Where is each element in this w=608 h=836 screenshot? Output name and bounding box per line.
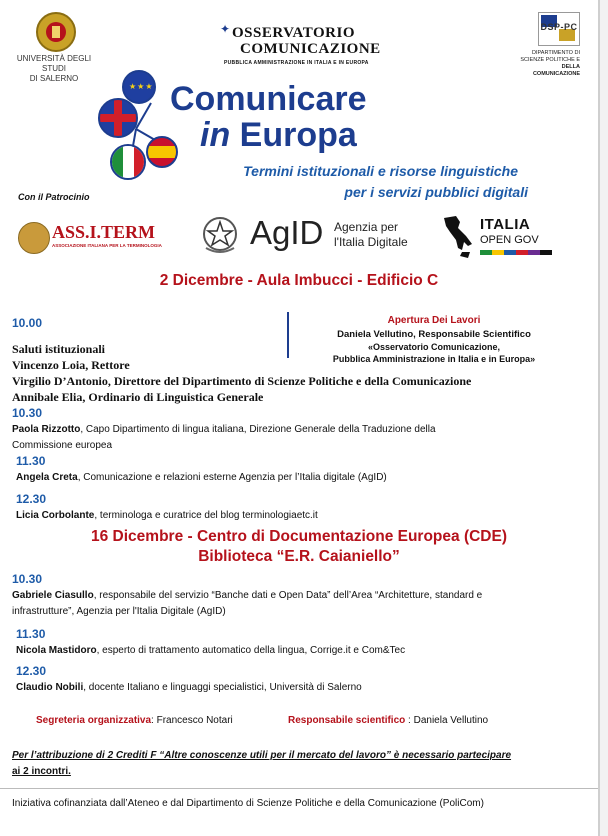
speaker-corbolante-name: Licia Corbolante [16, 510, 95, 521]
department-emblem [538, 12, 580, 46]
secretariat-value: : Francesco Notari [151, 715, 233, 726]
speaker-mastidoro-role: , esperto di trattamento automatico della lingua, Corrige.it e Com&Tec [96, 645, 406, 656]
subtitle-line1: Termini istituzionali e risorse linguistiche [243, 163, 518, 179]
day2-time-1030: 10.30 [12, 572, 43, 586]
speaker-mastidoro [16, 643, 405, 658]
opening-line2: «Osservatorio Comunicazione, [367, 342, 501, 352]
observatory-logo [218, 18, 388, 68]
title-word-comunicare: Comunicare [170, 80, 367, 118]
title-line-in-europa [200, 118, 357, 152]
assiterm-name: ASS.I.TERM [52, 222, 156, 242]
speaker-ciasullo-role-cont: infrastrutture”, Agenzia per l'Italia Digitale (AgID) [12, 606, 226, 617]
observatory-star-icon: ✦ [220, 22, 231, 36]
day1-time-1130: 11.30 [16, 454, 46, 468]
department-name-line1: DIPARTIMENTO DI [532, 50, 580, 56]
day2-heading-line2: Biblioteca “E.R. Caianiello” [198, 548, 400, 565]
speaker-rizzotto-role: , Capo Dipartimento di lingua italiana, Direzione Generale della Traduzione della [80, 424, 436, 435]
opening-line3: Pubblica Amministrazione in Italia e in Europa» [332, 354, 536, 364]
speaker-creta-role: , Comunicazione e relazioni esterne Agenzia per l’Italia digitale (AgID) [77, 472, 387, 483]
speaker-elia: Annibale Elia, Ordinario di Linguistica Generale [12, 390, 264, 404]
title-word-europa: Europa [239, 116, 357, 154]
credits-note-line1: Per l’attribuzione di 2 Crediti F “Altre conoscenze utili per il mercato del lavoro” è necessario partecipare [12, 750, 512, 761]
observatory-title-line1: OSSERVATORIO [232, 25, 356, 41]
university-name-line2: DI SALERNO [29, 74, 79, 83]
day2-time-1230: 12.30 [16, 664, 47, 678]
opening-title: Apertura Dei Lavori [387, 315, 481, 326]
italia-open-gov-logo [440, 214, 570, 260]
italia-line2: OPEN GOV [480, 234, 539, 246]
university-logo [6, 12, 102, 83]
patronage-label: Con il Patrocinio [18, 192, 90, 202]
department-letters: DSP-PC [540, 22, 578, 32]
credits-note-line2: ai 2 incontri. [12, 766, 71, 777]
saluti-istituzionali: Saluti istituzionali [12, 342, 106, 356]
subtitle-line2: per i servizi pubblici digitali [344, 184, 528, 200]
speaker-ciasullo-role: , responsabile del servizio “Banche dati e Open Data” dell’Area “Architetture, standard e [93, 590, 483, 601]
speaker-creta [16, 470, 387, 485]
speaker-nobili-name: Claudio Nobili [16, 682, 84, 693]
speaker-nobili [16, 680, 362, 695]
italia-color-bar [480, 250, 552, 255]
agid-line2: l'Italia Digitale [334, 235, 408, 249]
opening-line1: Daniela Vellutino, Responsabile Scientifico [337, 329, 531, 340]
scientific-lead-label: Responsabile scientifico [288, 715, 406, 726]
opening-divider [287, 312, 289, 358]
footer-divider [0, 788, 598, 789]
speaker-nobili-role: , docente Italiano e linguaggi specialistici, Università di Salerno [83, 682, 362, 693]
uk-flag-icon [98, 98, 138, 138]
scientific-lead-line [288, 713, 488, 728]
university-seal-icon [36, 12, 76, 52]
university-name-line1: UNIVERSITÀ DEGLI STUDI [16, 54, 92, 73]
day1-time-1230: 12.30 [16, 492, 47, 506]
title-word-in: in [200, 116, 231, 154]
speaker-ciasullo-name: Gabriele Ciasullo [12, 590, 94, 601]
assiterm-emblem-icon [18, 222, 50, 254]
department-name-line3: DELLA COMUNICAZIONE [532, 64, 580, 77]
speaker-mastidoro-name: Nicola Mastidoro [16, 645, 97, 656]
eu-flag-icon: ★★★ [122, 70, 156, 104]
department-logo [518, 12, 584, 78]
italy-map-icon [440, 214, 476, 265]
assiterm-tagline: ASSOCIAZIONE ITALIANA PER LA TERMINOLOGIA [52, 243, 162, 248]
speaker-loia: Vincenzo Loia, Rettore [12, 358, 130, 372]
speaker-corbolante [16, 508, 318, 523]
italia-line1: ITALIA [480, 216, 531, 233]
agid-logo [250, 214, 430, 256]
observatory-title-line2: COMUNICAZIONE [240, 41, 381, 57]
secretariat-label: Segreteria organizzativa [36, 715, 152, 726]
speaker-rizzotto [12, 422, 436, 437]
speaker-dantonio: Virgilio D’Antonio, Direttore del Dipartimento di Scienze Politiche e della Comunicazione [12, 374, 472, 388]
assiterm-logo [18, 220, 184, 254]
day1-time-1000: 10.00 [12, 316, 43, 330]
department-name-line2: SCIENZE POLITICHE E [520, 57, 580, 63]
speaker-creta-name: Angela Creta [16, 472, 78, 483]
day1-time-1030: 10.30 [12, 406, 43, 420]
speaker-rizzotto-name: Paola Rizzotto [12, 424, 81, 435]
italian-republic-emblem-icon [200, 214, 240, 256]
day2-time-1130: 11.30 [16, 627, 46, 641]
speaker-rizzotto-role-cont: Commissione europea [12, 440, 113, 451]
secretariat-line [36, 713, 233, 728]
cofinance-note: Iniziativa cofinanziata dall’Ateneo e dal Dipartimento di Scienze Politiche e della Comunicazione (PoliCom) [12, 798, 484, 809]
opening-block [300, 314, 568, 365]
day1-heading: 2 Dicembre - Aula Imbucci - Edificio C [159, 272, 439, 289]
scientific-lead-value: : Daniela Vellutino [405, 715, 489, 726]
day2-heading-line1: 16 Dicembre - Centro di Documentazione Europea (CDE) [91, 528, 507, 545]
speech-bubbles-logo [96, 68, 176, 180]
italy-flag-icon [110, 144, 146, 180]
speaker-corbolante-role: , terminologa e curatrice del blog terminologiaetc.it [94, 510, 318, 521]
agid-line1: Agenzia per [334, 220, 399, 234]
agid-name: AgID [250, 214, 324, 251]
observatory-tagline: PUBBLICA AMMINISTRAZIONE IN ITALIA E IN EUROPA [224, 60, 369, 66]
spain-flag-icon [146, 136, 178, 168]
speaker-ciasullo [12, 588, 482, 603]
